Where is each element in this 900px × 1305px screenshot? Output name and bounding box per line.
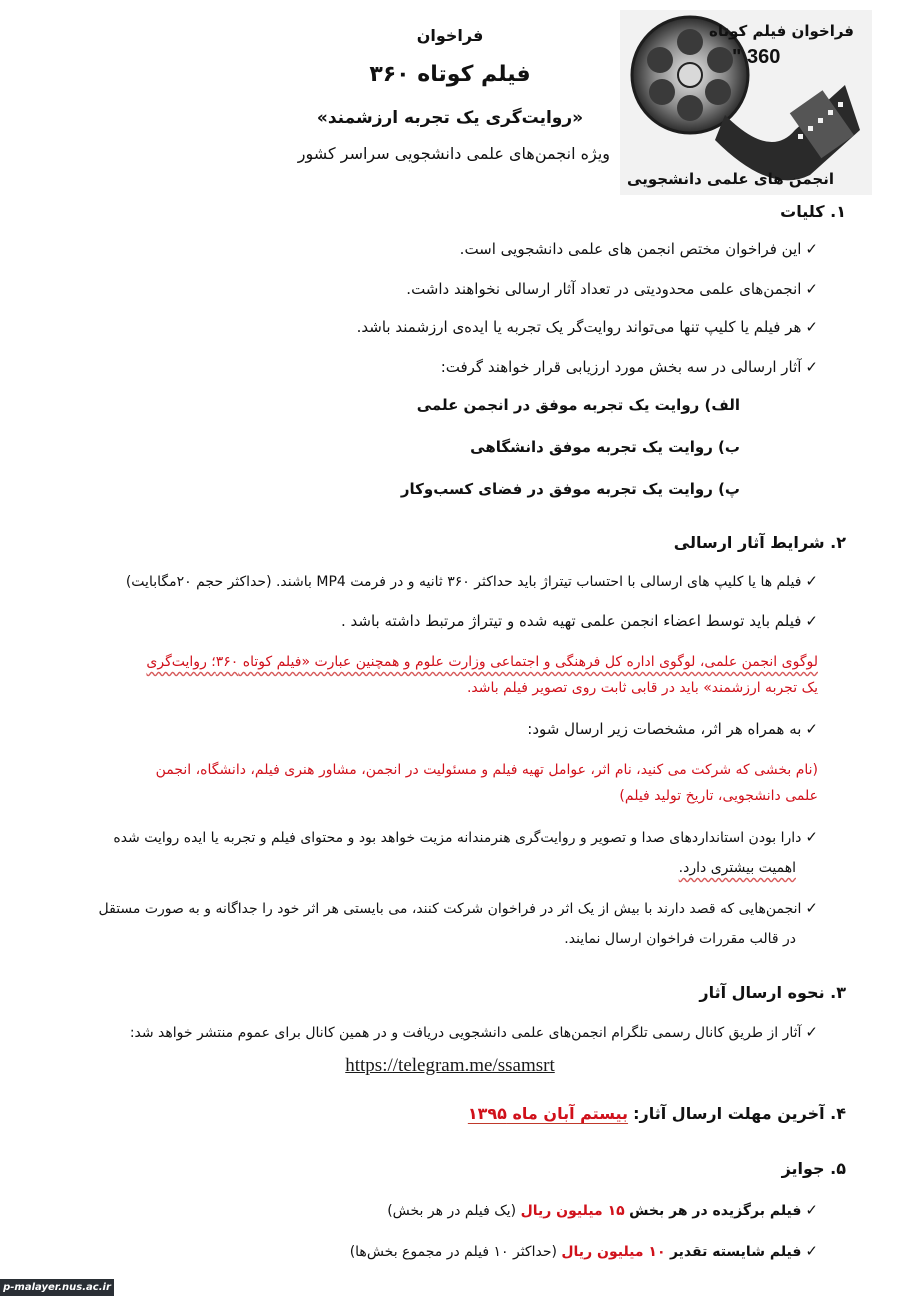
list-item: ✓انجمن‌های علمی محدودیتی در تعداد آثار ارسالی نخواهند داشت. <box>406 280 818 298</box>
check-icon: ✓ <box>805 358 818 376</box>
list-item: ✓فیلم ها یا کلیپ های ارسالی با احتساب تیتراژ باید حداکثر ۳۶۰ ثانیه و در فرمت MP4 باشند. (حداکثر حجم ۲۰مگابایت) <box>125 572 818 590</box>
logo-note: لوگوی انجمن علمی، لوگوی اداره کل فرهنگی و اجتماعی وزارت علوم و همچنین عبارت «فیلم کوتاه ۳۶۰؛ روایت‌گری یک تجربه ارزشمند» باید در قابی ثابت روی تصویر فیلم باشد. <box>146 654 818 696</box>
details-note: (نام بخشی که شرکت می کنید، نام اثر، عوامل تهیه فیلم و مسئولیت در انجمن، مشاور هنری فیلم، دانشگاه، انجمن علمی دانشجویی، تاریخ تولید فیلم) <box>155 762 818 804</box>
check-icon: ✓ <box>805 828 818 846</box>
list-item: ✓فیلم باید توسط اعضاء انجمن علمی تهیه شده و تیتراژ مرتبط داشته باشد . <box>341 612 818 630</box>
check-icon: ✓ <box>805 280 818 298</box>
list-item: ✓دارا بودن استانداردهای صدا و تصویر و روایت‌گری هنرمندانه مزیت خواهد بود و محتوای فیلم و تجربه یا ایده روایت شده اهمیت بیشتری دارد. <box>113 828 818 876</box>
audience-text: ویژه انجمن‌های علمی دانشجویی سراسر کشور <box>297 144 610 163</box>
check-icon: ✓ <box>805 240 818 258</box>
section1-heading: ۱. کلیات <box>780 202 846 221</box>
telegram-link-row <box>300 1055 600 1077</box>
check-icon: ✓ <box>805 1023 818 1041</box>
check-icon: ✓ <box>805 720 818 738</box>
logo-bottom-text: انجمن های علمی دانشجویی <box>627 170 834 188</box>
page-subtitle: «روایت‌گری یک تجربه ارزشمند» <box>316 108 584 128</box>
check-icon: ✓ <box>805 572 818 590</box>
check-icon: ✓ <box>805 1201 818 1219</box>
category-item: پ) روایت یک تجربه موفق در فضای کسب‌وکار <box>400 480 740 498</box>
call-label: فراخوان <box>416 26 484 45</box>
list-item: ✓انجمن‌هایی که قصد دارند با بیش از یک اثر در فراخوان شرکت کنند، می بایستی هر اثر خود را جداگانه و به صورت مستقل در قالب مقررات فراخوان ارسال نمایند. <box>98 899 818 947</box>
section5-heading: ۵. جوایز <box>781 1159 846 1178</box>
category-item: ب) روایت یک تجربه موفق دانشگاهی <box>470 438 740 456</box>
prize-item: ✓فیلم برگزیده در هر بخش ۱۵ میلیون ریال (یک فیلم در هر بخش) <box>387 1201 818 1219</box>
check-icon: ✓ <box>805 612 818 630</box>
check-icon: ✓ <box>805 899 818 917</box>
prize-item: ✓فیلم شایسته تقدیر ۱۰ میلیون ریال (حداکثر ۱۰ فیلم در مجموع بخش‌ها) <box>349 1242 818 1260</box>
list-item: ✓این فراخوان مختص انجمن های علمی دانشجویی است. <box>459 240 818 258</box>
page-title: فیلم کوتاه ۳۶۰ <box>369 62 531 87</box>
list-item: ✓هر فیلم یا کلیپ تنها می‌تواند روایت‌گر یک تجربه یا ایده‌ی ارزشمند باشد. <box>356 318 818 336</box>
deadline-label: ۴. آخرین مهلت ارسال آثار: <box>633 1104 846 1123</box>
check-icon: ✓ <box>805 1242 818 1260</box>
deadline-row <box>346 1104 846 1123</box>
check-icon: ✓ <box>805 318 818 336</box>
telegram-link[interactable]: https://telegram.me/ssamsrt <box>345 1055 555 1076</box>
section2-heading: ۲. شرایط آثار ارسالی <box>673 533 846 552</box>
list-item: ✓به همراه هر اثر، مشخصات زیر ارسال شود: <box>527 720 818 738</box>
list-item: ✓آثار ارسالی در سه بخش مورد ارزیابی قرار خواهند گرفت: <box>440 358 818 376</box>
logo-number: " 360 <box>732 46 781 68</box>
deadline-date: بیستم آبان ماه ۱۳۹۵ <box>467 1104 629 1123</box>
film-logo <box>620 10 872 195</box>
list-item: ✓آثار از طریق کانال رسمی تلگرام انجمن‌های علمی دانشجویی دریافت و در همین کانال برای عموم منتشر خواهد شد: <box>129 1023 818 1041</box>
category-item: الف) روایت یک تجربه موفق در انجمن علمی <box>416 396 740 414</box>
section3-heading: ۳. نحوه ارسال آثار <box>699 983 846 1002</box>
logo-top-text: فراخوان فیلم کوتاه <box>709 22 854 40</box>
site-watermark: p-malayer.nus.ac.ir <box>0 1279 114 1296</box>
